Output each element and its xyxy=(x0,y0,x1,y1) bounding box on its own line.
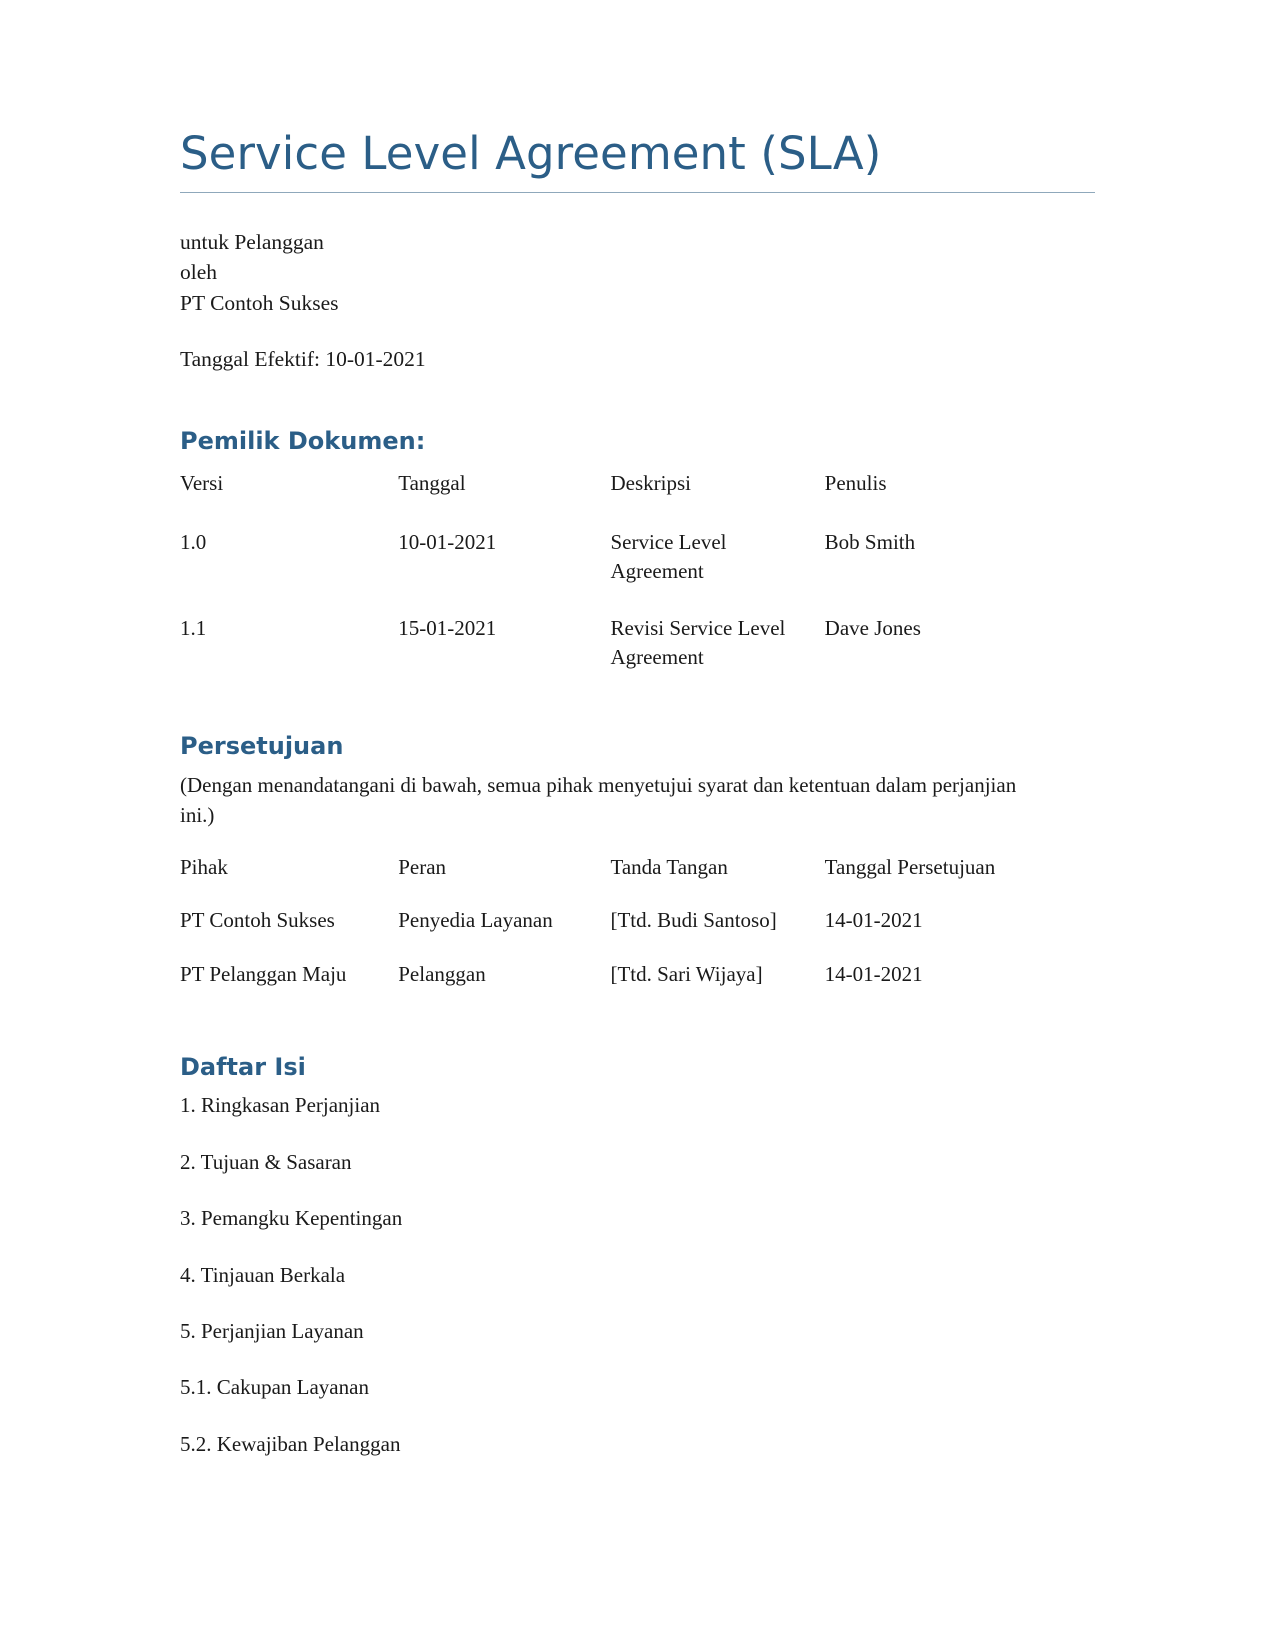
cell-pihak: PT Pelanggan Maju xyxy=(180,962,347,987)
owner-section-heading: Pemilik Dokumen: xyxy=(180,426,426,455)
cell-versi: 1.1 xyxy=(180,615,207,640)
cell-tanda-tangan: [Ttd. Sari Wijaya] xyxy=(610,962,763,987)
cell-penulis: Bob Smith xyxy=(824,529,916,554)
column-header-versi: Versi xyxy=(180,470,224,495)
column-header-penulis: Penulis xyxy=(824,470,887,495)
toc-item-5-1[interactable]: 5.1. Cakupan Layanan xyxy=(180,1375,369,1400)
intro-line-1: untuk Pelanggan xyxy=(180,229,324,254)
table-of-contents xyxy=(180,1091,1095,1459)
cell-tanggal-persetujuan: 14-01-2021 xyxy=(824,907,923,932)
intro-line-3: PT Contoh Sukses xyxy=(180,290,339,315)
table-header-row xyxy=(180,853,1095,906)
column-header-peran: Peran xyxy=(398,854,447,879)
approval-table xyxy=(180,853,1095,990)
approval-note: (Dengan menandatangani di bawah, semua pihak menyetujui syarat dan ketentuan dalam perjanjian ini.) xyxy=(180,772,1017,828)
cell-peran: Pelanggan xyxy=(398,962,486,987)
effective-date: Tanggal Efektif: 10-01-2021 xyxy=(180,347,426,372)
cell-tanggal: 10-01-2021 xyxy=(398,529,497,554)
cell-tanggal-persetujuan: 14-01-2021 xyxy=(824,962,923,987)
cell-peran: Penyedia Layanan xyxy=(398,907,553,932)
toc-item-2[interactable]: 2. Tujuan & Sasaran xyxy=(180,1149,352,1174)
column-header-tanggal-persetujuan: Tanggal Persetujuan xyxy=(824,854,996,879)
table-row xyxy=(180,614,1095,672)
cell-penulis: Dave Jones xyxy=(824,615,921,640)
cell-tanggal: 15-01-2021 xyxy=(398,615,497,640)
toc-section-heading: Daftar Isi xyxy=(180,1053,306,1082)
intro-block xyxy=(180,227,1095,319)
table-row xyxy=(180,528,1095,614)
column-header-pihak: Pihak xyxy=(180,854,228,879)
toc-item-4[interactable]: 4. Tinjauan Berkala xyxy=(180,1262,346,1287)
table-row xyxy=(180,906,1095,961)
table-row xyxy=(180,960,1095,989)
cell-pihak: PT Contoh Sukses xyxy=(180,907,335,932)
toc-item-3[interactable]: 3. Pemangku Kepentingan xyxy=(180,1206,403,1231)
table-header-row xyxy=(180,469,1095,528)
column-header-tanda-tangan: Tanda Tangan xyxy=(610,854,728,879)
cell-deskripsi: Revisi Service Level Agreement xyxy=(610,615,786,669)
approval-section-heading: Persetujuan xyxy=(180,731,344,760)
column-header-tanggal: Tanggal xyxy=(398,470,466,495)
page-title: Service Level Agreement (SLA) xyxy=(180,127,882,180)
cell-versi: 1.0 xyxy=(180,529,207,554)
cell-tanda-tangan: [Ttd. Budi Santoso] xyxy=(610,907,777,932)
document-owner-table xyxy=(180,469,1095,672)
column-header-deskripsi: Deskripsi xyxy=(610,470,691,495)
title-divider xyxy=(180,192,1095,193)
toc-item-5-2[interactable]: 5.2. Kewajiban Pelanggan xyxy=(180,1431,401,1456)
cell-deskripsi: Service Level Agreement xyxy=(610,529,727,583)
toc-item-5[interactable]: 5. Perjanjian Layanan xyxy=(180,1319,364,1343)
toc-item-1[interactable]: 1. Ringkasan Perjanjian xyxy=(180,1093,381,1118)
intro-line-2: oleh xyxy=(180,260,218,285)
